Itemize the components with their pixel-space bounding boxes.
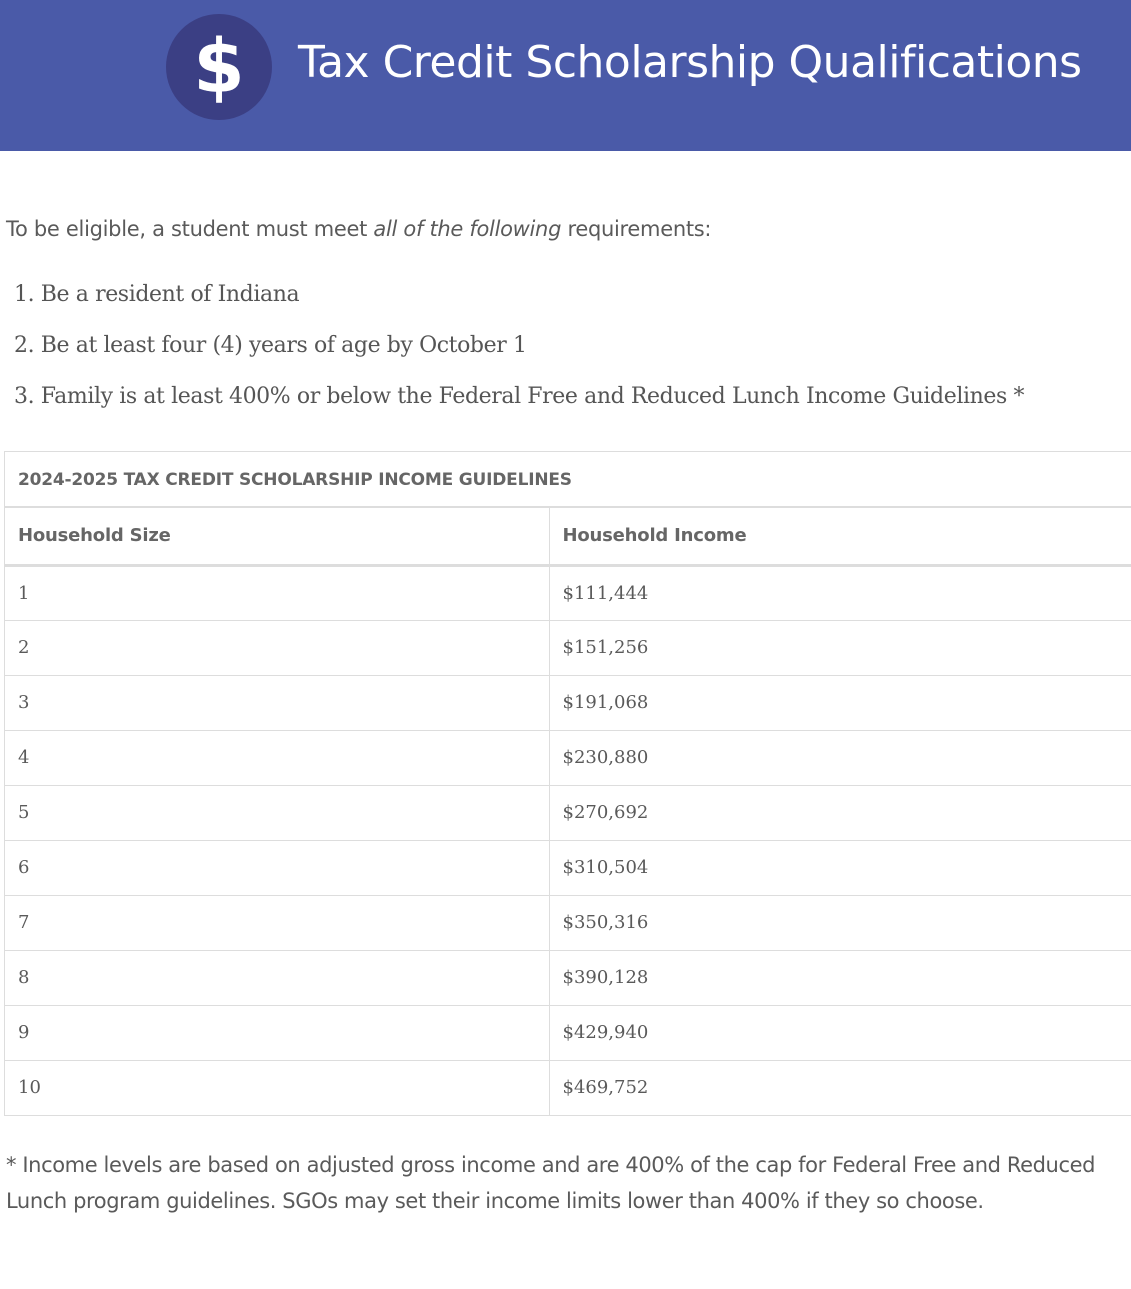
dollar-sign-icon: $ [193, 24, 245, 110]
table-caption: 2024-2025 TAX CREDIT SCHOLARSHIP INCOME GUIDELINES [5, 452, 1131, 508]
household-income-cell: $429,940 [549, 1005, 1131, 1060]
intro-emphasis: all of the following [373, 217, 562, 241]
household-size-cell: 9 [5, 1005, 549, 1060]
household-size-cell: 8 [5, 950, 549, 1005]
income-footnote: * Income levels are based on adjusted gross income and are 400% of the cap for Federal Free and Reduced Lunch program guidelines. SGOs may set their income limits lower than 400% if they so choose. [6, 1153, 1096, 1213]
household-size-cell: 1 [5, 565, 549, 620]
eligibility-intro [6, 214, 711, 244]
household-income-cell: $350,316 [549, 895, 1131, 950]
requirement-item: 2. Be at least four (4) years of age by October 1 [14, 333, 527, 358]
household-size-cell: 10 [5, 1060, 549, 1115]
household-size-cell: 6 [5, 840, 549, 895]
page-header [0, 0, 1131, 151]
household-size-cell: 3 [5, 675, 549, 730]
table-header-row [5, 508, 1131, 565]
household-income-cell: $469,752 [549, 1060, 1131, 1115]
household-size-cell: 2 [5, 620, 549, 675]
table-row [5, 565, 1131, 620]
column-header-household-income: Household Income [549, 508, 1131, 565]
intro-text-before: To be eligible, a student must meet [6, 217, 374, 241]
table-row [5, 675, 1131, 730]
requirement-item: 1. Be a resident of Indiana [14, 282, 300, 307]
table-row [5, 730, 1131, 785]
household-income-cell: $111,444 [562, 582, 649, 604]
column-header-household-size: Household Size [5, 508, 549, 565]
income-guidelines-table [4, 451, 1131, 1116]
household-income-cell: $191,068 [549, 675, 1131, 730]
page-title: Tax Credit Scholarship Qualifications [298, 37, 1082, 88]
table-row [5, 840, 1131, 895]
table-row [5, 1060, 1131, 1115]
logo [166, 14, 272, 120]
table-row [5, 785, 1131, 840]
table-row [5, 1005, 1131, 1060]
requirement-item: 3. Family is at least 400% or below the Federal Free and Reduced Lunch Income Guidelines * [14, 384, 1025, 409]
table-row [5, 895, 1131, 950]
table-row [5, 950, 1131, 1005]
intro-text-after: requirements: [561, 217, 712, 241]
household-income-cell: $151,256 [549, 620, 1131, 675]
household-size-cell: 5 [5, 785, 549, 840]
requirements-list [14, 278, 1024, 431]
household-income-cell: $230,880 [549, 730, 1131, 785]
household-size-cell: 4 [5, 730, 549, 785]
household-income-cell: $270,692 [549, 785, 1131, 840]
household-income-cell: $390,128 [549, 950, 1131, 1005]
household-income-cell: $310,504 [549, 840, 1131, 895]
table-row [5, 620, 1131, 675]
household-size-cell: 7 [5, 895, 549, 950]
